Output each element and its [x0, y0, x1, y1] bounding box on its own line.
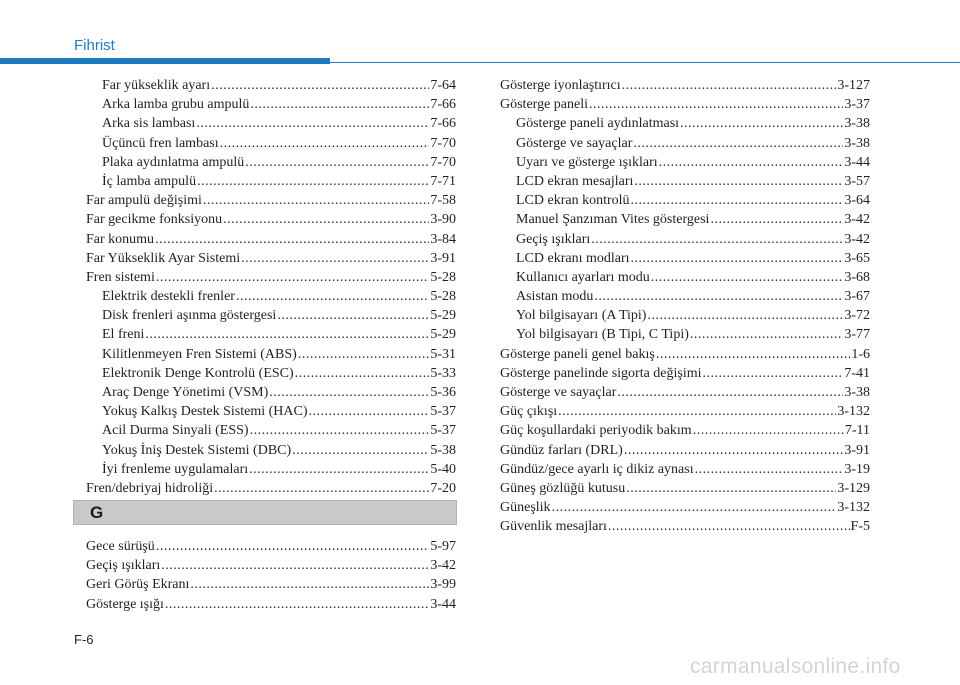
dot-leader — [695, 460, 844, 479]
dot-leader — [161, 556, 429, 575]
index-entry-label: Arka lamba grubu ampulü — [102, 97, 250, 113]
index-entry-label: Yokuş Kalkış Destek Sistemi (HAC) — [102, 404, 308, 420]
dot-leader — [250, 95, 429, 114]
index-entry-page: 3-57 — [844, 173, 870, 189]
index-entry-page: 5-37 — [430, 404, 456, 420]
index-entry-page: 5-28 — [430, 289, 456, 305]
index-entry-label: Yol bilgisayarı (B Tipi, C Tipi) — [516, 327, 689, 343]
index-column-left-top — [86, 76, 456, 498]
index-entry-label: Far gecikme fonksiyonu — [86, 212, 223, 228]
index-entry — [500, 517, 870, 536]
dot-leader — [690, 325, 843, 344]
dot-leader — [165, 595, 429, 614]
index-entry-label: Fren/debriyaj hidroliği — [86, 480, 214, 496]
dot-leader — [651, 268, 844, 287]
index-entry-page: 5-29 — [430, 308, 456, 324]
index-entry-label: Yokuş İniş Destek Sistemi (DBC) — [102, 442, 292, 458]
index-entry — [86, 325, 456, 344]
index-entry-label: Gösterge paneli genel bakış — [500, 346, 655, 362]
index-entry-page: 7-64 — [430, 78, 456, 93]
index-entry-label: Manuel Şanzıman Vites göstergesi — [516, 212, 710, 228]
index-entry-label: Disk frenleri aşınma göstergesi — [102, 308, 277, 324]
index-entry-label: El freni — [102, 327, 145, 343]
index-entry-page: 3-77 — [844, 327, 870, 343]
index-entry-label: LCD ekran mesajları — [516, 173, 634, 189]
index-entry-label: Yol bilgisayarı (A Tipi) — [516, 308, 647, 324]
index-entry — [500, 479, 870, 498]
index-entry — [86, 345, 456, 364]
index-entry-page: 3-127 — [837, 78, 870, 93]
index-entry — [500, 306, 870, 325]
header-accent-bar — [0, 58, 330, 64]
index-entry-page: 3-91 — [430, 250, 456, 266]
index-entry — [500, 325, 870, 344]
index-entry-label: Araç Denge Yönetimi (VSM) — [102, 385, 269, 400]
index-entry — [86, 287, 456, 306]
index-entry-label: Gösterge paneli aydınlatması — [516, 116, 680, 132]
index-entry-page: 5-36 — [430, 385, 456, 400]
dot-leader — [145, 325, 429, 344]
dot-leader — [190, 575, 429, 594]
index-entry — [86, 172, 456, 191]
index-entry-page: 3-68 — [844, 269, 870, 285]
dot-leader — [647, 306, 843, 325]
index-entry-page: 3-42 — [844, 231, 870, 247]
index-entry-label: İyi frenleme uygulamaları — [102, 461, 249, 477]
dot-leader — [552, 498, 837, 517]
dot-leader — [617, 383, 843, 402]
dot-leader — [196, 114, 429, 133]
index-entry — [500, 210, 870, 229]
index-entry-label: Güç çıkışı — [500, 404, 558, 420]
dot-leader — [295, 364, 430, 383]
dot-leader — [214, 479, 429, 498]
index-entry-page: 7-70 — [430, 135, 456, 151]
index-entry-page: 7-58 — [430, 193, 456, 209]
index-entry-label: Elektrik destekli frenler — [102, 289, 235, 305]
index-entry — [86, 575, 456, 594]
index-entry — [500, 421, 870, 440]
index-entry — [86, 268, 456, 287]
index-entry-page: 3-65 — [844, 250, 870, 266]
index-entry-label: Plaka aydınlatma ampulü — [102, 154, 245, 170]
index-entry — [500, 498, 870, 517]
dot-leader — [591, 230, 843, 249]
index-entry-label: Acil Durma Sinyali (ESS) — [102, 423, 249, 439]
index-entry — [86, 210, 456, 229]
index-entry-label: Gösterge ışığı — [86, 596, 164, 612]
dot-leader — [680, 114, 843, 133]
index-entry-label: Geçiş ışıkları — [86, 558, 161, 574]
index-entry-page: 7-70 — [430, 154, 456, 170]
dot-leader — [211, 76, 429, 95]
dot-leader — [203, 191, 429, 210]
index-entry-label: Gösterge panelinde sigorta değişimi — [500, 365, 702, 381]
index-entry — [86, 421, 456, 440]
dot-leader — [631, 191, 844, 210]
index-entry — [86, 460, 456, 479]
index-entry-label: Uyarı ve gösterge ışıkları — [516, 154, 658, 170]
index-entry — [500, 134, 870, 153]
index-entry — [500, 268, 870, 287]
dot-leader — [659, 153, 844, 172]
index-entry-label: Fren sistemi — [86, 269, 155, 285]
index-entry — [86, 595, 456, 614]
index-entry — [500, 249, 870, 268]
index-entry-page: 3-129 — [837, 480, 870, 496]
index-entry — [86, 114, 456, 133]
index-entry-page: 5-33 — [430, 365, 456, 381]
index-entry-page: 5-31 — [430, 346, 456, 362]
index-column-left-g — [86, 537, 456, 614]
index-entry-page: 3-67 — [844, 289, 870, 305]
dot-leader — [245, 153, 429, 172]
index-entry-label: Gösterge ve sayaçlar — [500, 385, 617, 400]
index-entry — [500, 441, 870, 460]
section-letter: G — [90, 503, 104, 522]
page-number: F-6 — [74, 632, 94, 647]
index-entry — [500, 76, 870, 95]
index-entry-label: LCD ekranı modları — [516, 250, 630, 266]
watermark-text: carmanualsonline.info — [690, 655, 901, 678]
dot-leader — [269, 383, 429, 402]
index-entry-label: İç lamba ampulü — [102, 173, 197, 189]
index-entry-page: F-5 — [850, 519, 870, 535]
index-entry-label: Güneş gözlüğü kutusu — [500, 480, 626, 496]
index-entry — [86, 537, 456, 556]
index-entry-label: Far konumu — [86, 231, 155, 247]
index-column-right — [500, 76, 870, 537]
header-rule — [330, 62, 960, 63]
dot-leader — [223, 210, 429, 229]
index-entry — [86, 249, 456, 268]
index-entry — [86, 556, 456, 575]
index-entry-label: Kullanıcı ayarları modu — [516, 269, 650, 285]
index-entry — [500, 191, 870, 210]
index-entry — [500, 287, 870, 306]
index-entry-label: Geçiş ışıkları — [516, 231, 591, 247]
page-header-title: Fihrist — [74, 37, 115, 54]
index-entry — [86, 441, 456, 460]
index-entry-page: 5-97 — [430, 539, 456, 554]
index-entry — [86, 402, 456, 421]
dot-leader — [608, 517, 850, 536]
index-entry-page: 3-64 — [844, 193, 870, 209]
index-entry-page: 5-40 — [430, 461, 456, 477]
dot-leader — [241, 249, 429, 268]
index-entry — [500, 364, 870, 383]
index-entry-page: 3-38 — [844, 385, 870, 400]
dot-leader — [622, 76, 837, 95]
index-entry-label: Gündüz farları (DRL) — [500, 442, 623, 458]
index-entry — [86, 364, 456, 383]
dot-leader — [292, 441, 429, 460]
index-entry — [500, 402, 870, 421]
index-entry-page: 3-38 — [844, 116, 870, 132]
index-entry — [86, 95, 456, 114]
index-entry — [86, 153, 456, 172]
dot-leader — [236, 287, 429, 306]
index-entry — [500, 153, 870, 172]
index-entry-page: 3-72 — [844, 308, 870, 324]
dot-leader — [656, 345, 850, 364]
index-entry-label: Far ampulü değişimi — [86, 193, 202, 209]
index-entry-page: 7-11 — [844, 423, 870, 439]
dot-leader — [633, 134, 843, 153]
dot-leader — [634, 172, 843, 191]
dot-leader — [589, 95, 843, 114]
index-entry-page: 3-132 — [837, 404, 870, 420]
index-entry-page: 3-90 — [430, 212, 456, 228]
index-entry — [500, 172, 870, 191]
index-entry — [500, 460, 870, 479]
index-entry-label: LCD ekran kontrolü — [516, 193, 630, 209]
index-entry-page: 7-41 — [844, 365, 870, 381]
index-entry — [86, 383, 456, 402]
dot-leader — [197, 172, 429, 191]
index-entry-page: 3-132 — [837, 500, 870, 516]
dot-leader — [298, 345, 430, 364]
index-entry-page: 7-66 — [430, 116, 456, 132]
index-entry-page: 3-44 — [844, 154, 870, 170]
index-entry-page: 3-42 — [844, 212, 870, 228]
index-entry — [500, 383, 870, 402]
index-entry-label: Gece sürüşü — [86, 539, 155, 554]
index-entry — [500, 114, 870, 133]
dot-leader — [220, 134, 430, 153]
dot-leader — [156, 268, 429, 287]
index-entry-label: Elektronik Denge Kontrolü (ESC) — [102, 365, 294, 381]
dot-leader — [249, 460, 429, 479]
index-entry-label: Far yükseklik ayarı — [102, 78, 211, 93]
index-entry-page: 7-20 — [430, 480, 456, 496]
index-entry-page: 3-42 — [430, 558, 456, 574]
index-entry-label: Gündüz/gece ayarlı iç dikiz aynası — [500, 461, 694, 477]
index-entry-label: Gösterge paneli — [500, 97, 588, 113]
index-entry-page: 3-38 — [844, 135, 870, 151]
index-entry — [86, 134, 456, 153]
index-entry — [500, 230, 870, 249]
dot-leader — [308, 402, 429, 421]
index-entry — [500, 345, 870, 364]
index-entry-label: Gösterge ve sayaçlar — [516, 135, 633, 151]
index-entry — [86, 76, 456, 95]
index-entry-page: 1-6 — [851, 346, 870, 362]
dot-leader — [631, 249, 844, 268]
dot-leader — [626, 479, 836, 498]
index-entry-label: Güç koşullardaki periyodik bakım — [500, 423, 692, 439]
index-entry — [86, 191, 456, 210]
index-entry-label: Asistan modu — [516, 289, 594, 305]
index-entry-page: 3-91 — [844, 442, 870, 458]
index-entry-page: 7-71 — [430, 173, 456, 189]
index-entry-page: 3-37 — [844, 97, 870, 113]
index-entry — [86, 230, 456, 249]
dot-leader — [277, 306, 429, 325]
index-entry-page: 3-99 — [430, 577, 456, 593]
index-entry-page: 5-37 — [430, 423, 456, 439]
index-entry-label: Üçüncü fren lambası — [102, 135, 219, 151]
index-entry-page: 5-28 — [430, 269, 456, 285]
index-entry — [86, 479, 456, 498]
index-entry-label: Arka sis lambası — [102, 116, 196, 132]
index-entry-label: Kilitlenmeyen Fren Sistemi (ABS) — [102, 346, 297, 362]
index-entry — [500, 95, 870, 114]
index-entry-page: 7-66 — [430, 97, 456, 113]
dot-leader — [693, 421, 844, 440]
index-entry-page: 5-29 — [430, 327, 456, 343]
index-entry-label: Güvenlik mesajları — [500, 519, 607, 535]
index-entry-label: Far Yükseklik Ayar Sistemi — [86, 250, 241, 266]
dot-leader — [594, 287, 843, 306]
index-entry-page: 3-19 — [844, 461, 870, 477]
dot-leader — [703, 364, 844, 383]
index-entry-label: Güneşlik — [500, 500, 551, 516]
dot-leader — [558, 402, 836, 421]
dot-leader — [156, 537, 430, 556]
index-entry-page: 3-44 — [430, 596, 456, 612]
section-header-g — [73, 500, 457, 525]
dot-leader — [250, 421, 430, 440]
index-entry-label: Gösterge iyonlaştırıcı — [500, 78, 621, 93]
dot-leader — [710, 210, 843, 229]
index-entry-page: 3-84 — [430, 231, 456, 247]
index-entry-label: Geri Görüş Ekranı — [86, 577, 190, 593]
index-entry-page: 5-38 — [430, 442, 456, 458]
index-entry — [86, 306, 456, 325]
dot-leader — [624, 441, 843, 460]
dot-leader — [155, 230, 429, 249]
